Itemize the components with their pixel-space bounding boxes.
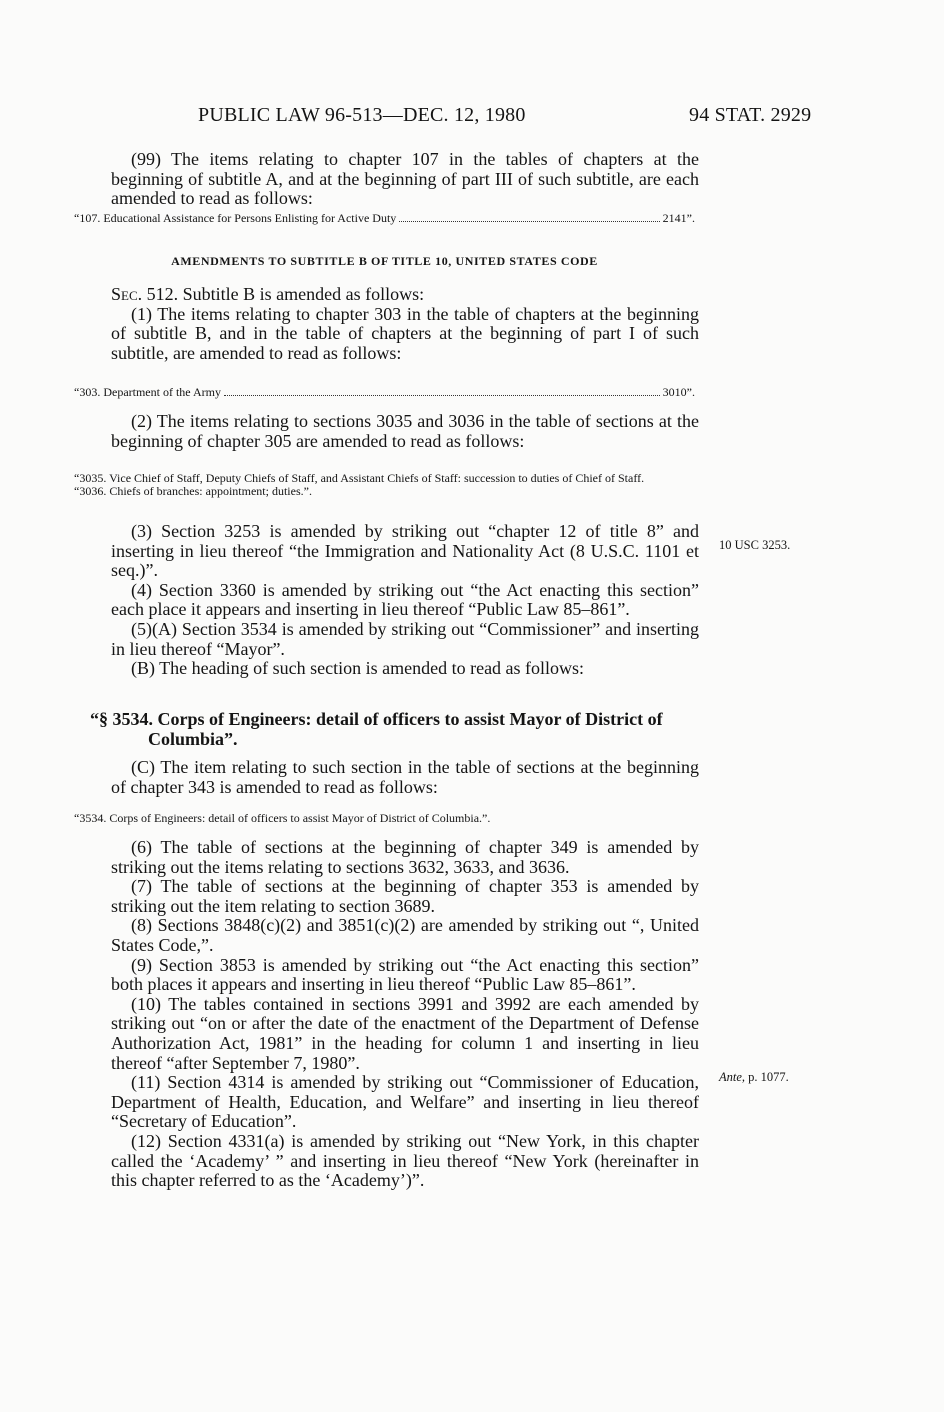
paragraph-12: (12) Section 4331(a) is amended by striking out “New York, in this chapter called the ‘Academy’ ” and inserting in lieu thereof “New York (hereinafter in this chapter referred to as the ‘Academy’)”. [111,1130,699,1191]
section-3534-heading: “§ 3534. Corps of Engineers: detail of officers to assist Mayor of District of Columbia”. [90,709,663,749]
margin-note-ante-page: p. 1077. [748,1070,789,1084]
section-label: Sec. 512. [111,284,179,304]
paragraph-10: (10) The tables contained in sections 3991 and 3992 are each amended by striking out “on or after the date of the enactment of the Department of Defense Authorization Act, 1981” in the heading for column 1 and inserting in lieu thereof “after September 7, 1980”. [111,993,699,1073]
toc-line-number: 2141”. [662,211,695,225]
paragraph-5b: (B) The heading of such section is amended to read as follows: [131,658,585,679]
running-header-left: PUBLIC LAW 96-513—DEC. 12, 1980 [198,104,526,126]
toc-line-3035: “3035. Vice Chief of Staff, Deputy Chiefs of Staff, and Assistant Chiefs of Staff: succession to duties of Chief of Staff. [74,471,645,485]
section-512 [111,285,699,305]
section-heading: AMENDMENTS TO SUBTITLE B OF TITLE 10, UNITED STATES CODE [171,254,598,268]
toc-line-3036: “3036. Chiefs of branches: appointment; duties.”. [74,484,312,498]
paragraph-1: (1) The items relating to chapter 303 in the table of chapters at the beginning of subtitle B, and in the table of chapters at the beginning of part I of such subtitle, are amended to read as follows: [111,303,699,363]
running-header-right: 94 STAT. 2929 [689,104,812,126]
paragraph-7: (7) The table of sections at the beginning of chapter 353 is amended by striking out the item relating to section 3689. [111,876,699,916]
toc-line-107 [74,211,695,225]
paragraph-5c: (C) The item relating to such section in the table of sections at the beginning of chapter 343 is amended to read as follows: [111,757,699,797]
toc-line-303 [74,385,695,399]
paragraph-4: (4) Section 3360 is amended by striking out “the Act enacting this section” each place it appears and inserting in lieu thereof “Public Law 85–861”. [111,579,699,620]
paragraph-5a: (5)(A) Section 3534 is amended by striking out “Commissioner” and inserting in lieu thereof “Mayor”. [111,618,699,659]
toc-line-text: “107. Educational Assistance for Persons Enlisting for Active Duty [74,211,397,225]
paragraph-6: (6) The table of sections at the beginning of chapter 349 is amended by striking out the items relating to sections 3632, 3633, and 3636. [111,837,699,877]
paragraph-2: (2) The items relating to sections 3035 and 3036 in the table of sections at the beginning of chapter 305 are amended to read as follows: [111,411,699,451]
dot-leader [224,395,660,396]
section-text: Subtitle B is amended as follows: [182,284,425,304]
paragraph-9: (9) Section 3853 is amended by striking out “the Act enacting this section” both places it appears and inserting in lieu thereof “Public Law 85–861”. [111,954,699,995]
toc-line-3534: “3534. Corps of Engineers: detail of officers to assist Mayor of District of Columbia.”. [74,811,491,825]
dot-leader [399,221,659,222]
paragraph-99: (99) The items relating to chapter 107 in the tables of chapters at the beginning of subtitle A, and at the beginning of part III of such subtitle, are each amended to read as follows: [111,149,699,209]
paragraph-3: (3) Section 3253 is amended by striking out “chapter 12 of title 8” and inserting in lieu thereof “the Immigration and Nationality Act (8 U.S.C. 1101 et seq.)”. [111,521,699,581]
margin-note-10-usc-3253: 10 USC 3253. [719,538,791,552]
toc-line-number: 3010”. [662,385,695,399]
margin-note-ante-prefix: Ante, [719,1070,746,1084]
margin-note-ante [719,1070,789,1085]
toc-line-text: “303. Department of the Army [74,385,221,399]
paragraph-11: (11) Section 4314 is amended by striking out “Commissioner of Education, Department of Health, Education, and Welfare” and inserting in lieu thereof “Secretary of Education”. [111,1072,699,1132]
paragraph-8: (8) Sections 3848(c)(2) and 3851(c)(2) are amended by striking out “, United States Code,”. [111,915,699,955]
